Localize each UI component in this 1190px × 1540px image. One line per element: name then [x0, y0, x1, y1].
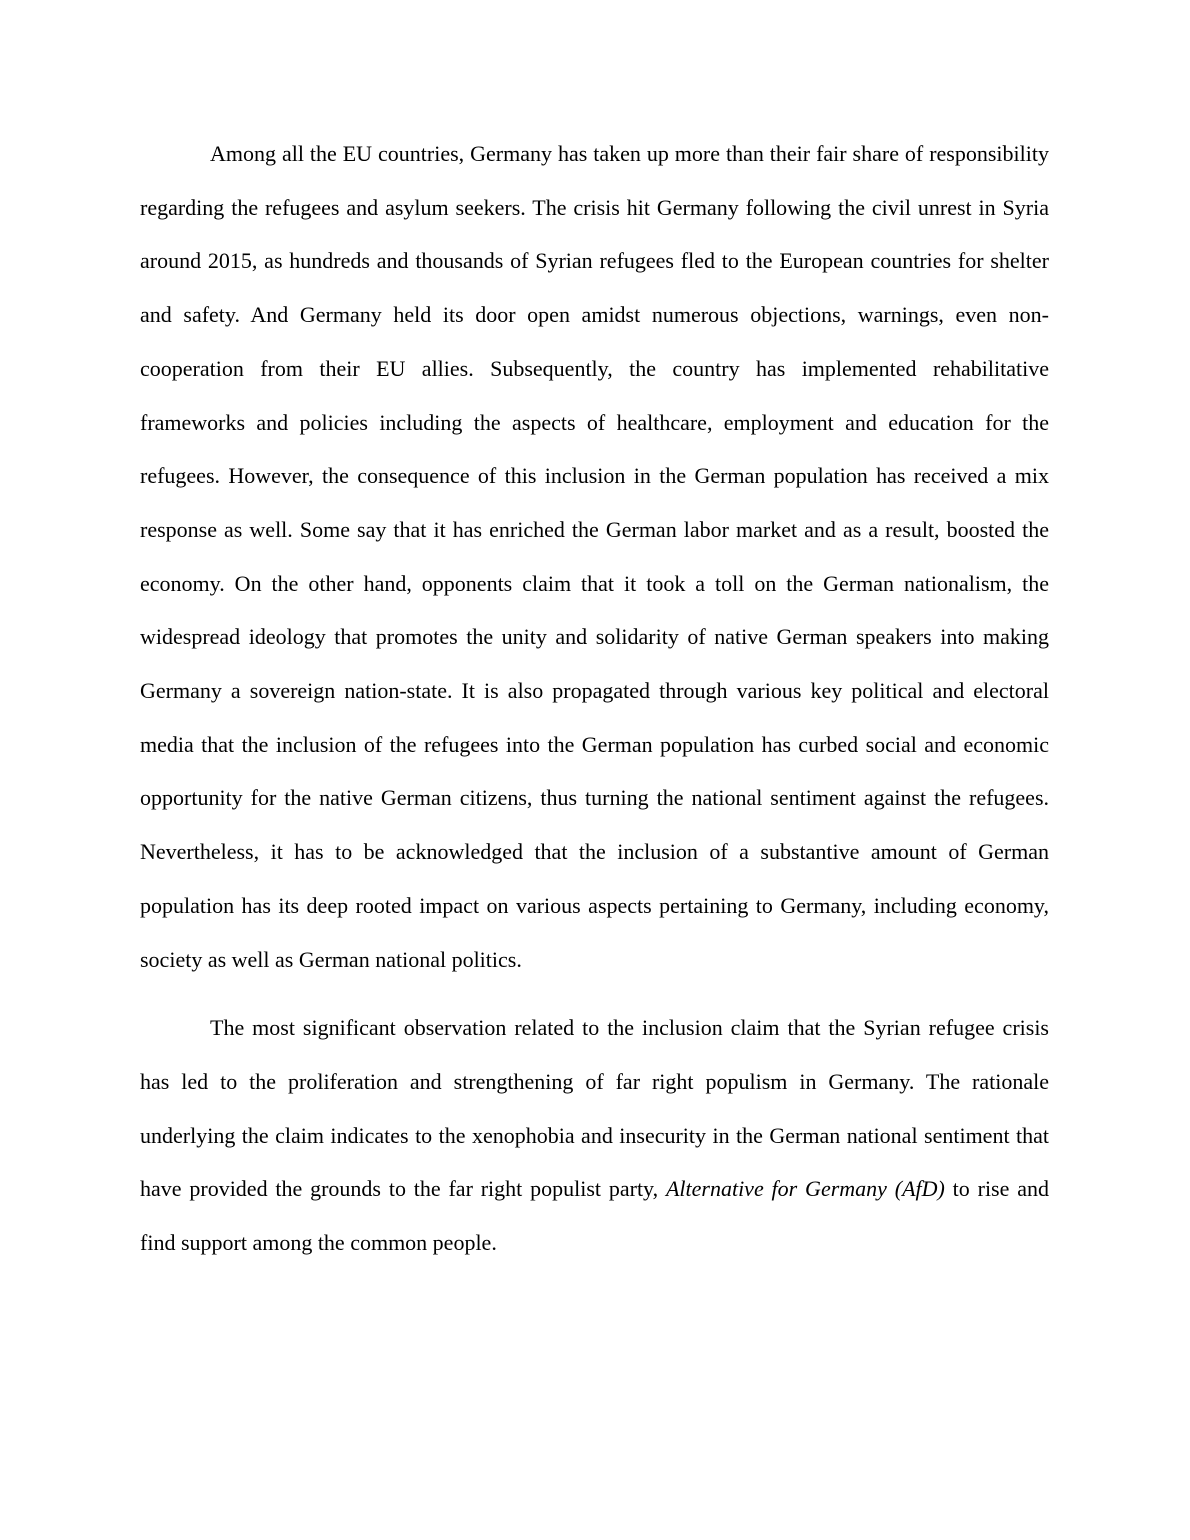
document-body — [140, 127, 1049, 1270]
paragraph-germany-refugee-responsibility: Among all the EU countries, Germany has taken up more than their fair share of responsibility regarding the refugees and asylum seekers. The crisis hit Germany following the civil unrest in Syria around 2015, as hundreds and thousands of Syrian refugees fled to the European countries for shelter and safety. And Germany held its door open amidst numerous objections, warnings, even non-cooperation from their EU allies. Subsequently, the country has implemented rehabilitative frameworks and policies including the aspects of healthcare, employment and education for the refugees. However, the consequence of this inclusion in the German population has received a mix response as well. Some say that it has enriched the German labor market and as a result, boosted the economy. On the other hand, opponents claim that it took a toll on the German nationalism, the widespread ideology that promotes the unity and solidarity of native German speakers into making Germany a sovereign nation-state. It is also propagated through various key political and electoral media that the inclusion of the refugees into the German population has curbed social and economic opportunity for the native German citizens, thus turning the national sentiment against the refugees. Nevertheless, it has to be acknowledged that the inclusion of a substantive amount of German population has its deep rooted impact on various aspects pertaining to Germany, including economy, society as well as German national politics. — [140, 141, 1049, 972]
party-name-italic: Alternative for Germany (AfD) — [665, 1176, 945, 1202]
paragraph-far-right-populism — [140, 1001, 1049, 1270]
paragraph-2-text-after: to rise and find support among the common people. — [140, 1176, 1049, 1256]
paragraph-2-text-before: The most significant observation related to the inclusion claim that the Syrian refugee crisis has led to the proliferation and strengthening of far right populism in Germany. The rationale underlying the claim indicates to the xenophobia and insecurity in the German national sentiment that have provided the grounds to the far right populist party, — [140, 1015, 1049, 1202]
